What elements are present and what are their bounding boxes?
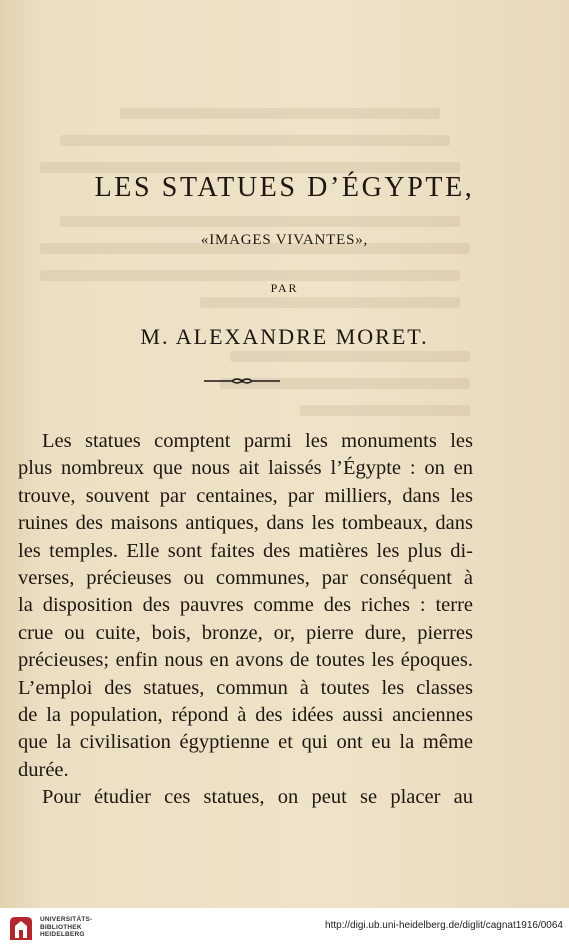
text-line: ruines des maisons antiques, dans les tombeaux, dans [18,512,473,535]
institution-line: HEIDELBERG [40,931,85,938]
author-name: M. ALEXANDRE MORET. [140,324,429,349]
text-line: durée. [18,758,69,781]
text-line: crue ou cuite, bois, bronze, or, pierre dure, pierres [18,621,473,644]
body-paragraphs [18,428,473,812]
text-line: les temples. Elle sont faites des matières les plus di- [18,539,473,562]
ornament-divider [202,374,282,388]
text-line: précieuses; enfin nous en avons de toutes les époques. [18,649,473,672]
text-line: verses, précieuses ou communes, par conséquent à [18,567,473,590]
text-line: la disposition des pauvres comme des riches : terre [18,594,473,617]
article-title: LES STATUES D’ÉGYPTE, [94,172,475,203]
viewer-footer [0,908,569,950]
text-line: L’emploi des statues, commun à toutes les classes [18,676,473,699]
text-line: que la civilisation égyptienne et qui ont eu la même [18,731,473,754]
institution-name [40,916,92,939]
byline-par: PAR [270,281,299,295]
text-line: Pour étudier ces statues, on peut se placer au [42,786,473,809]
text-line: trouve, souvent par centaines, par milliers, dans les [18,484,473,507]
institution-line: BIBLIOTHEK [40,923,82,931]
source-url[interactable]: http://digi.ub.uni-heidelberg.de/diglit/cagnat1916/0064 [325,920,563,931]
text-line: Les statues comptent parmi les monuments les [42,430,473,452]
university-seal-icon [6,914,36,944]
article-subtitle: «IMAGES VIVANTES», [200,232,369,248]
text-line: plus nombreux que nous ait laissés l’Égypte : on en [18,457,473,480]
text-line: de la population, répond à des idées aussi anciennes [18,704,473,727]
institution-line: UNIVERSITÄTS- [40,916,93,923]
